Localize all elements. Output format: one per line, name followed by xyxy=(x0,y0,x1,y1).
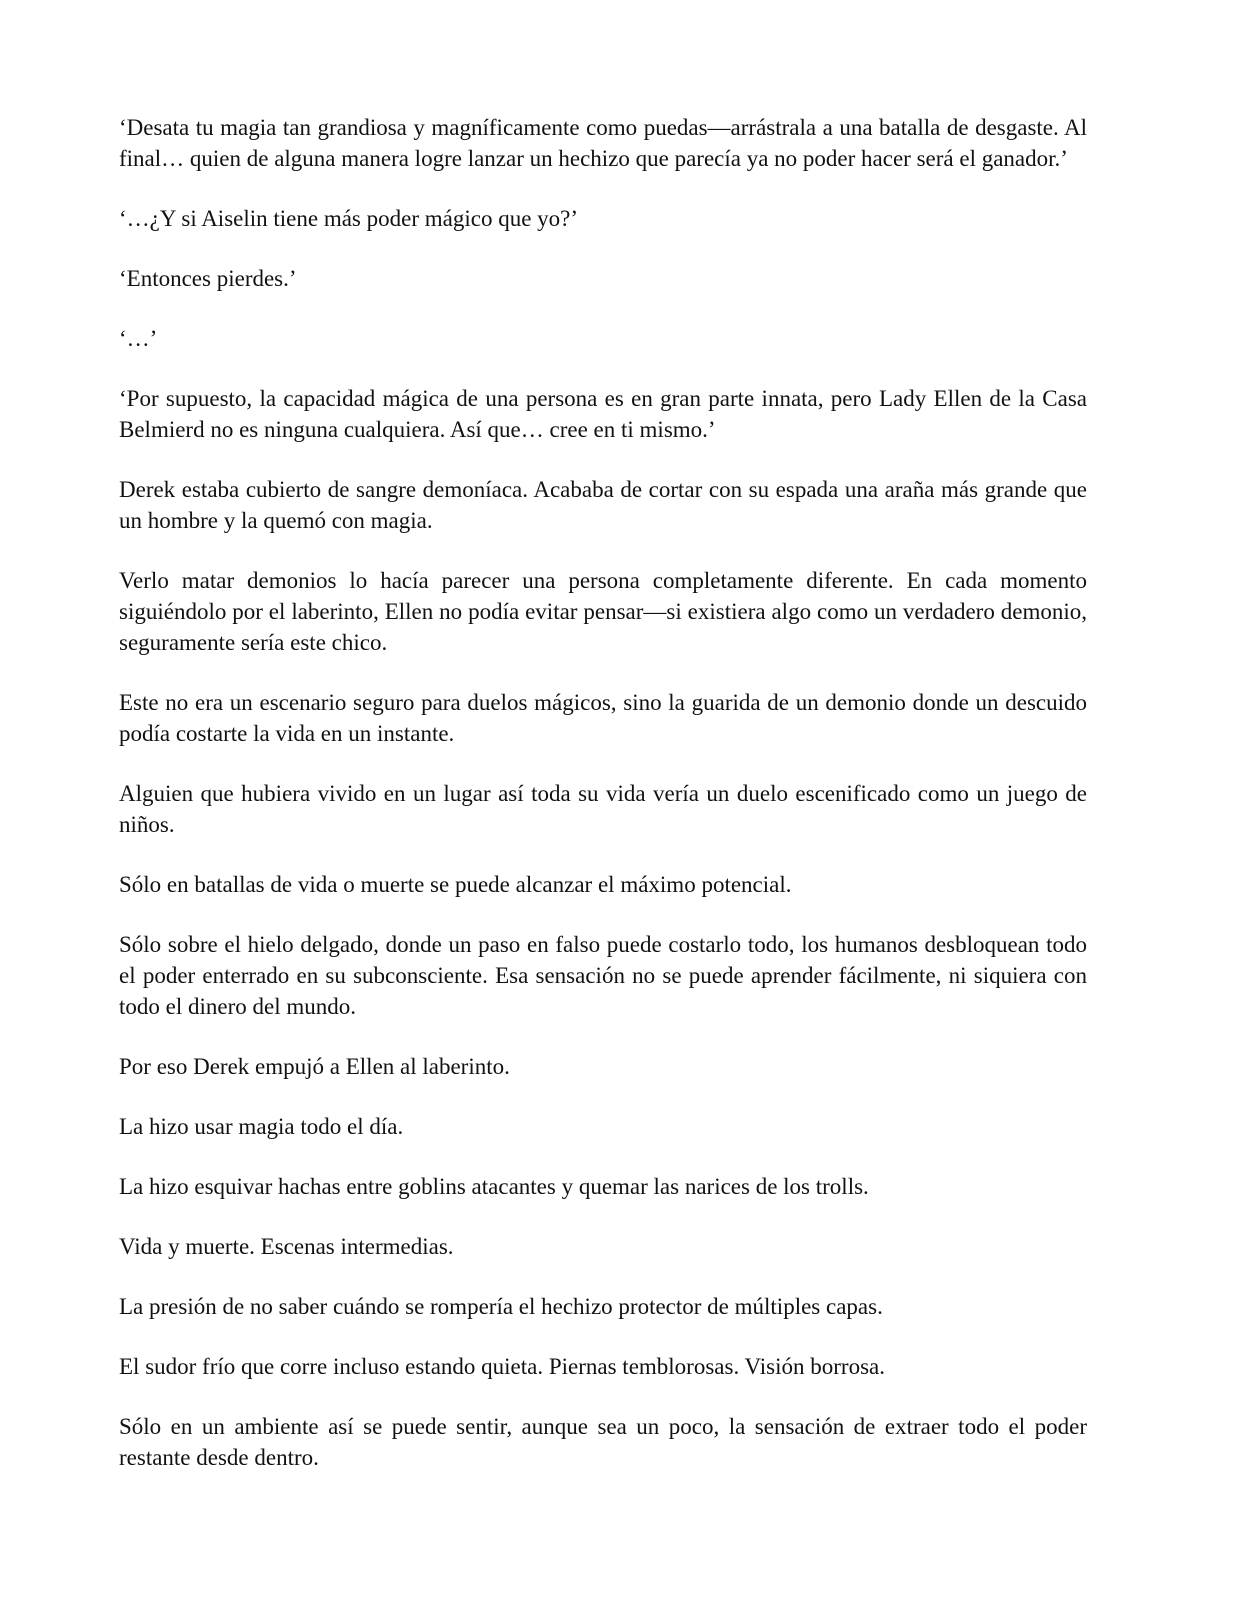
paragraph-13: La hizo usar magia todo el día. xyxy=(119,1114,404,1139)
paragraph-11: Sólo sobre el hielo delgado, donde un paso en falso puede costarlo todo, los humanos desbloquean todo el poder enterrado en su subconsciente. Esa sensación no se puede aprender fácilmente, ni siquiera con todo el dinero del mundo. xyxy=(119,932,1087,1019)
paragraph-4: ‘…’ xyxy=(119,326,158,351)
paragraph-16: La presión de no saber cuándo se rompería el hechizo protector de múltiples capas. xyxy=(119,1294,883,1319)
paragraph-12: Por eso Derek empujó a Ellen al laberinto. xyxy=(119,1054,510,1079)
paragraph-1: ‘Desata tu magia tan grandiosa y magníficamente como puedas—arrástrala a una batalla de desgaste. Al final… quien de alguna manera logre lanzar un hechizo que parecía ya no poder hacer será el ganador.’ xyxy=(119,115,1087,171)
paragraph-6: Derek estaba cubierto de sangre demoníaca. Acababa de cortar con su espada una araña más grande que un hombre y la quemó con magia. xyxy=(119,477,1087,533)
paragraph-17: El sudor frío que corre incluso estando quieta. Piernas temblorosas. Visión borrosa. xyxy=(119,1354,885,1379)
paragraph-14: La hizo esquivar hachas entre goblins atacantes y quemar las narices de los trolls. xyxy=(119,1174,869,1199)
paragraph-3: ‘Entonces pierdes.’ xyxy=(119,266,297,291)
paragraph-7: Verlo matar demonios lo hacía parecer una persona completamente diferente. En cada momento siguiéndolo por el laberinto, Ellen no podía evitar pensar—si existiera algo como un verdadero demonio, seguramente sería este chico. xyxy=(119,568,1087,655)
paragraph-9: Alguien que hubiera vivido en un lugar así toda su vida vería un duelo escenificado como un juego de niños. xyxy=(119,781,1087,837)
paragraph-10: Sólo en batallas de vida o muerte se puede alcanzar el máximo potencial. xyxy=(119,872,792,897)
document-page xyxy=(119,112,1087,1473)
paragraph-5: ‘Por supuesto, la capacidad mágica de una persona es en gran parte innata, pero Lady Ellen de la Casa Belmierd no es ninguna cualquiera. Así que… cree en ti mismo.’ xyxy=(119,386,1087,442)
paragraph-8: Este no era un escenario seguro para duelos mágicos, sino la guarida de un demonio donde un descuido podía costarte la vida en un instante. xyxy=(119,690,1087,746)
paragraph-18: Sólo en un ambiente así se puede sentir, aunque sea un poco, la sensación de extraer todo el poder restante desde dentro. xyxy=(119,1414,1087,1470)
paragraph-15: Vida y muerte. Escenas intermedias. xyxy=(119,1234,454,1259)
paragraph-2: ‘…¿Y si Aiselin tiene más poder mágico que yo?’ xyxy=(119,206,579,231)
